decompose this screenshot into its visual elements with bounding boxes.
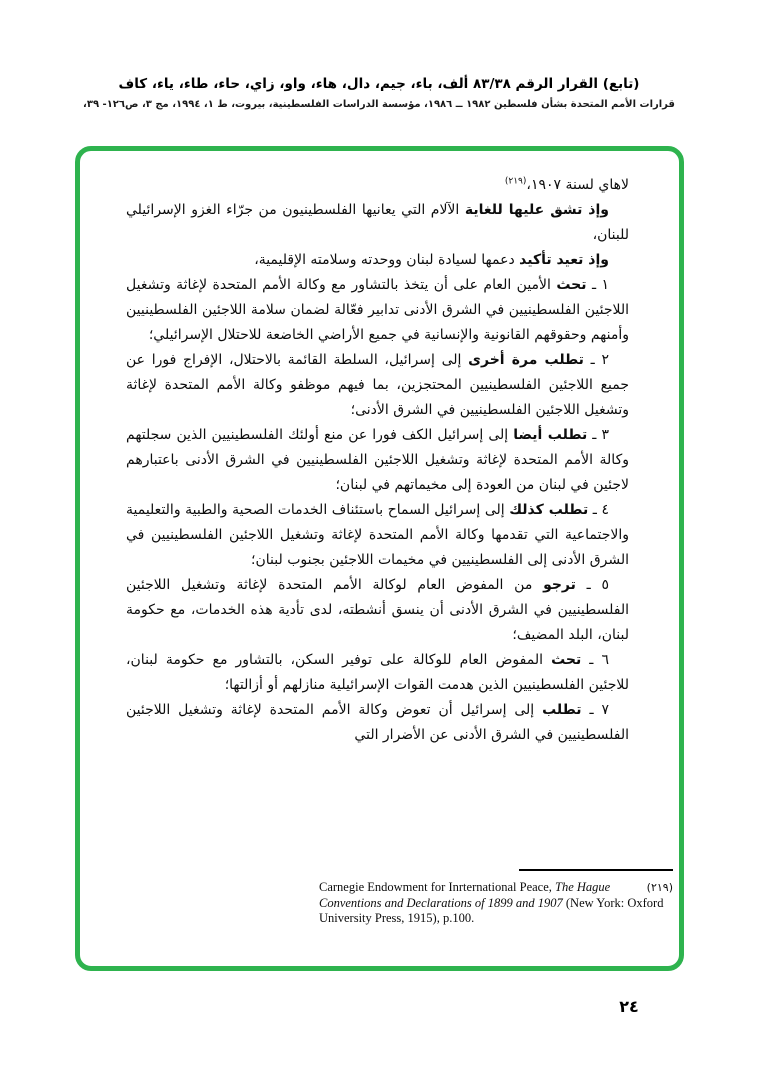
resolution-text xyxy=(80,151,679,748)
footnote-citation-end: (New York: Oxford University Press, 1915), p.100. xyxy=(319,895,664,925)
paragraph-lead: تطلب مرة أخرى xyxy=(468,352,584,368)
operative-paragraph-7 xyxy=(126,698,629,748)
continuation-text: لاهاي لسنة ١٩٠٧، xyxy=(526,177,629,193)
operative-paragraph-1 xyxy=(126,273,629,348)
paragraph-lead: تحث xyxy=(556,277,587,293)
paragraph-lead: ترجو xyxy=(543,577,576,593)
content-frame xyxy=(75,146,684,971)
paragraph-number: ٢ ـ xyxy=(583,352,609,368)
document-header xyxy=(0,76,758,110)
source-citation: قرارات الأمم المتحدة بشأن فلسطين ١٩٨٢ ــ ١٩٨٦، مؤسسة الدراسات الفلسطينية، بيروت، ط ١، ١٩٩٤، مج ٣، ص١٢٦- ٣٩، xyxy=(83,99,675,110)
paragraph-text: إلى إسرائيل السماح باستئناف الخدمات الصحية والطبية والتعليمية والاجتماعية التي تقدمها وكالة الأمم المتحدة لإغاثة وتشغيل اللاجئين الفلسطينيين في الشرق الأدنى إلى الفلسطينيين في مخيمات اللاجئين بجنوب لبنان؛ xyxy=(126,502,629,568)
paragraph-text: المفوض العام للوكالة على توفير السكن، بالتشاور مع حكومة لبنان، للاجئين الفلسطينيين الذين هدمت القوات الإسرائيلية منازلهم أو أزالتها؛ xyxy=(126,652,629,693)
paragraph-text: إلى إسرائيل أن تعوض وكالة الأمم المتحدة لإغاثة وتشغيل اللاجئين الفلسطينيين في الشرق الأدنى عن الأضرار التي xyxy=(126,702,629,743)
paragraph-lead: تطلب xyxy=(542,702,582,718)
footnote-book-title: The Hague Conventions and Declarations of 1899 and 1907 xyxy=(319,880,611,910)
operative-paragraph-5 xyxy=(126,573,629,648)
preamble-paragraph xyxy=(126,198,629,248)
paragraph-number: ٤ ـ xyxy=(588,502,609,518)
paragraph-number: ٦ ـ xyxy=(581,652,609,668)
page-number: ٢٤ xyxy=(619,997,639,1016)
operative-paragraph-4 xyxy=(126,498,629,573)
paragraph-lead: تحث xyxy=(551,652,582,668)
footnote-divider xyxy=(519,869,673,871)
preamble-paragraph xyxy=(126,248,629,273)
paragraph-lead: تطلب أيضا xyxy=(513,427,588,443)
operative-paragraph-3 xyxy=(126,423,629,498)
paragraph-text: دعمها لسيادة لبنان ووحدته وسلامته الإقليمية، xyxy=(254,252,520,268)
footnote-reference-marker: (٢١٩) xyxy=(504,176,527,187)
operative-paragraph-6 xyxy=(126,648,629,698)
paragraph-number: ٣ ـ xyxy=(587,427,609,443)
footnote-number: (٢١٩) xyxy=(646,881,673,894)
paragraph-text: إلى إسرائيل، السلطة القائمة بالاحتلال، الإفراج فورا عن جميع اللاجئين الفلسطينيين المحتجزين، بما فيهم موظفو وكالة الأمم المتحدة لإغاثة وتشغيل اللاجئين الفلسطينيين في الشرق الأدنى؛ xyxy=(126,352,629,418)
footnote xyxy=(319,869,673,927)
paragraph-number: ٥ ـ xyxy=(575,577,609,593)
operative-paragraph-2 xyxy=(126,348,629,423)
paragraph-text: إلى إسرائيل الكف فورا عن منع أولئك الفلسطينيين الذين سجلتهم وكالة الأمم المتحدة لإغاثة وتشغيل اللاجئين الفلسطينيين في الشرق الأدنى باعتبارهم لاجئين في لبنان من العودة إلى مخيماتهم في لبنان؛ xyxy=(126,427,629,493)
paragraph-text: الأمين العام على أن يتخذ بالتشاور مع وكالة الأمم المتحدة لإغاثة وتشغيل اللاجئين الفلسطينيين في الشرق الأدنى تدابير فعّالة لضمان سلامة اللاجئين الفلسطينيين وأمنهم وحقوقهم القانونية والإنسانية في جميع الأراضي الخاضعة للاحتلال الإسرائيلي؛ xyxy=(126,277,629,343)
footnote-text xyxy=(319,880,673,927)
footnote-citation-start: Carnegie Endowment for Inrternational Peace, xyxy=(319,880,556,894)
resolution-title: (تابع) القرار الرقم ٨٣/٣٨ ألف، باء، جيم، دال، هاء، واو، زاي، حاء، طاء، ياء، كاف xyxy=(118,76,640,92)
paragraph-lead: تطلب كذلك xyxy=(509,502,589,518)
continuation-line xyxy=(126,173,629,198)
paragraph-text: الآلام التي يعانيها الفلسطينيون من جرّاء الغزو الإسرائيلي للبنان، xyxy=(126,202,629,243)
paragraph-lead: وإذ تشق عليها للغاية xyxy=(464,202,609,218)
paragraph-lead: وإذ تعيد تأكيد xyxy=(519,252,609,268)
paragraph-text: من المفوض العام لوكالة الأمم المتحدة لإغاثة وتشغيل اللاجئين الفلسطينيين في الشرق الأدنى أن ينسق أنشطته، لدى تأدية هذه الخدمات، مع حكومة لبنان، البلد المضيف؛ xyxy=(126,577,629,643)
paragraph-number: ٧ ـ xyxy=(581,702,609,718)
paragraph-number: ١ ـ xyxy=(586,277,609,293)
